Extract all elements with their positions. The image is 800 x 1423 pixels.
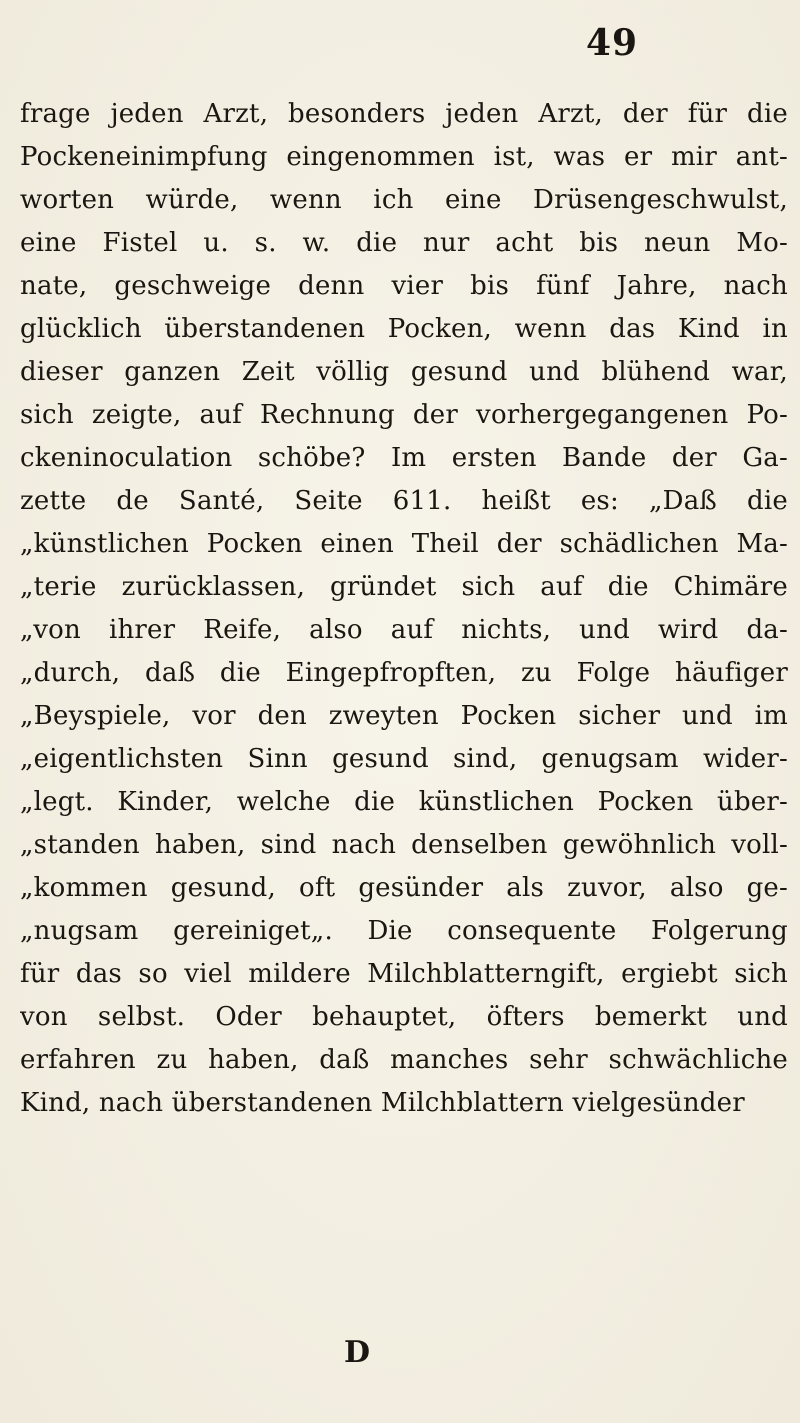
text-line: sich zeigte, auf Rechnung der vorhergegangenen Po- [20, 400, 788, 430]
text-line: „terie zurücklassen, gründet sich auf die Chimäre [20, 572, 788, 602]
text-line: erfahren zu haben, daß manches sehr schwächliche [20, 1045, 788, 1075]
text-line: worten würde, wenn ich eine Drüsengeschwulst, [20, 185, 788, 215]
text-line: von selbst. Oder behauptet, öfters bemerkt und [20, 1002, 788, 1032]
text-line: „Beyspiele, vor den zweyten Pocken sicher und im [20, 701, 788, 731]
text-line: nate, geschweige denn vier bis fünf Jahre, nach [20, 271, 788, 301]
text-line: für das so viel mildere Milchblatterngift, ergiebt sich [20, 959, 788, 989]
text-line: zette de Santé, Seite 611. heißt es: „Daß die [20, 486, 788, 516]
text-line: „eigentlichsten Sinn gesund sind, genugsam wider- [20, 744, 788, 774]
text-line: „durch, daß die Eingepfropften, zu Folge häufiger [20, 658, 788, 688]
text-line: „standen haben, sind nach denselben gewöhnlich voll- [20, 830, 788, 860]
text-line: frage jeden Arzt, besonders jeden Arzt, der für die [20, 99, 788, 129]
text-line: „von ihrer Reife, also auf nichts, und wird da- [20, 615, 788, 645]
text-line: glücklich überstandenen Pocken, wenn das Kind in [20, 314, 788, 344]
signature-mark: D [344, 1335, 371, 1370]
text-line: Kind, nach überstandenen Milchblattern vielgesünder [20, 1088, 745, 1118]
page-number: 49 [586, 22, 639, 64]
text-line: „kommen gesund, oft gesünder als zuvor, also ge- [20, 873, 788, 903]
text-line: „künstlichen Pocken einen Theil der schädlichen Ma- [20, 529, 788, 559]
text-line: „nugsam gereiniget„. Die consequente Folgerung [20, 916, 788, 946]
text-line: dieser ganzen Zeit völlig gesund und blühend war, [20, 357, 788, 387]
text-line: eine Fistel u. s. w. die nur acht bis neun Mo- [20, 228, 788, 258]
text-line: „legt. Kinder, welche die künstlichen Pocken über- [20, 787, 788, 817]
text-line: ckeninoculation schöbe? Im ersten Bande der Ga- [20, 443, 788, 473]
text-line: Pockeneinimpfung eingenommen ist, was er mir ant- [20, 142, 788, 172]
body-text [20, 93, 788, 1125]
